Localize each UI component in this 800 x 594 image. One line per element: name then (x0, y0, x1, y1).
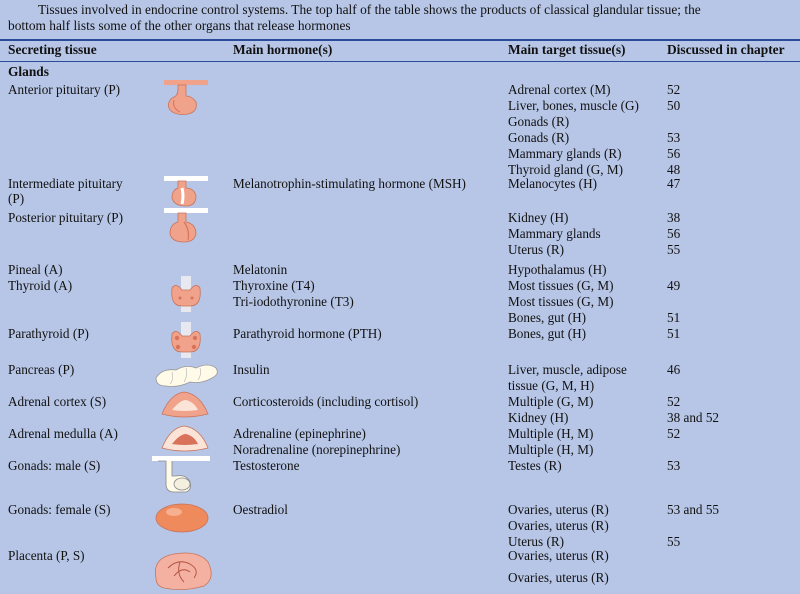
target-text: Multiple (H, M) (508, 442, 594, 457)
chapter-text: 53 (667, 130, 681, 145)
hormone-text: Adrenaline (epinephrine) (233, 426, 366, 441)
target-text: Ovaries, uterus (R) (508, 570, 609, 585)
chapter-text: 53 and 55 (667, 502, 720, 517)
tissue-adrenal-medulla: Adrenal medulla (A) (8, 426, 118, 441)
thyroid-icon (168, 276, 204, 312)
target-text: Bones, gut (H) (508, 326, 587, 341)
tissue-pineal: Pineal (A) (8, 262, 63, 277)
header-chapter: Discussed in chapter (667, 42, 785, 57)
hormone-melatonin: Melatonin (233, 262, 288, 277)
ovary-icon (152, 500, 212, 536)
target-text: Ovaries, uterus (R) (508, 518, 609, 533)
hormone-text: Thyroxine (T4) (233, 278, 315, 293)
section-glands: Glands (8, 64, 49, 79)
target-text: Hypothalamus (H) (508, 262, 607, 277)
hormone-insulin: Insulin (233, 362, 270, 377)
chapter-text: 38 (667, 210, 681, 225)
hormone-corticosteroids: Corticosteroids (including cortisol) (233, 394, 419, 409)
target-text: Multiple (G, M) (508, 394, 594, 409)
target-text: Kidney (H) (508, 210, 569, 225)
target-text: Uterus (R) (508, 242, 565, 257)
chapter-text: 48 (667, 162, 681, 177)
anterior-pituitary-icon (160, 80, 212, 120)
hormone-oestradiol: Oestradiol (233, 502, 288, 517)
header-rule (0, 61, 800, 62)
target-text: Mammary glands (508, 226, 601, 241)
caption-line-2: bottom half lists some of the other organs that release hormones (8, 18, 351, 33)
chapter-text: 47 (667, 176, 681, 191)
tissue-gonads-male: Gonads: male (S) (8, 458, 101, 473)
tissue-posterior-pituitary: Posterior pituitary (P) (8, 210, 124, 225)
target-text: Liver, muscle, adipose (508, 362, 627, 377)
chapter-text: 49 (667, 278, 681, 293)
tissue-intermediate-pituitary-suffix: (P) (8, 191, 25, 206)
intermediate-pituitary-icon (160, 176, 212, 210)
header-main-hormones: Main hormone(s) (233, 42, 333, 57)
tissue-anterior-pituitary: Anterior pituitary (P) (8, 82, 121, 97)
target-text: Kidney (H) (508, 410, 569, 425)
tissue-thyroid: Thyroid (A) (8, 278, 73, 293)
chapter-text: 55 (667, 534, 681, 549)
parathyroid-icon (168, 322, 204, 358)
chapter-text: 50 (667, 98, 681, 113)
tissue-gonads-female: Gonads: female (S) (8, 502, 111, 517)
chapter-text: 55 (667, 242, 681, 257)
target-text: Mammary glands (R) (508, 146, 622, 161)
chapter-text: 52 (667, 394, 681, 409)
target-text: Adrenal cortex (M) (508, 82, 611, 97)
tissue-placenta: Placenta (P, S) (8, 548, 85, 563)
target-text: Testes (R) (508, 458, 562, 473)
target-text: Thyroid gland (G, M) (508, 162, 624, 177)
chapter-text: 46 (667, 362, 681, 377)
target-text: Ovaries, uterus (R) (508, 502, 609, 517)
tissue-parathyroid: Parathyroid (P) (8, 326, 89, 341)
target-text: Gonads (R) (508, 130, 570, 145)
target-text: Most tissues (G, M) (508, 278, 614, 293)
chapter-text: 38 and 52 (667, 410, 720, 425)
table-caption (0, 0, 800, 38)
hormone-msh: Melanotrophin-stimulating hormone (MSH) (233, 176, 466, 191)
target-text: Bones, gut (H) (508, 310, 587, 325)
adrenal-cortex-icon (158, 390, 212, 420)
chapter-text: 56 (667, 226, 681, 241)
target-text: Melanocytes (H) (508, 176, 597, 191)
chapter-text: 52 (667, 82, 681, 97)
chapter-text: 56 (667, 146, 681, 161)
hormone-testosterone: Testosterone (233, 458, 300, 473)
tissue-adrenal-cortex: Adrenal cortex (S) (8, 394, 107, 409)
testis-icon (152, 456, 210, 496)
placenta-icon (150, 548, 216, 592)
hormone-text: Tri-iodothyronine (T3) (233, 294, 354, 309)
target-text: Most tissues (G, M) (508, 294, 614, 309)
tissue-pancreas: Pancreas (P) (8, 362, 75, 377)
top-rule (0, 39, 800, 41)
target-text: tissue (G, M, H) (508, 378, 595, 393)
target-text: Multiple (H, M) (508, 426, 594, 441)
header-target-tissues: Main target tissue(s) (508, 42, 626, 57)
tissue-intermediate-pituitary: Intermediate pituitary (8, 176, 123, 191)
pancreas-icon (152, 360, 220, 390)
adrenal-medulla-icon (158, 424, 212, 454)
hormone-text: Noradrenaline (norepinephrine) (233, 442, 401, 457)
chapter-text: 52 (667, 426, 681, 441)
hormone-pth: Parathyroid hormone (PTH) (233, 326, 382, 341)
target-text: Uterus (R) (508, 534, 565, 549)
target-text: Ovaries, uterus (R) (508, 548, 609, 563)
posterior-pituitary-icon (160, 208, 212, 248)
chapter-text: 51 (667, 310, 681, 325)
target-text: Liver, bones, muscle (G) (508, 98, 639, 113)
caption-line-1: Tissues involved in endocrine control systems. The top half of the table shows the products of classical glandular tissue; the (38, 2, 701, 17)
target-text: Gonads (R) (508, 114, 570, 129)
chapter-text: 51 (667, 326, 681, 341)
chapter-text: 53 (667, 458, 681, 473)
header-secreting-tissue: Secreting tissue (8, 42, 97, 57)
